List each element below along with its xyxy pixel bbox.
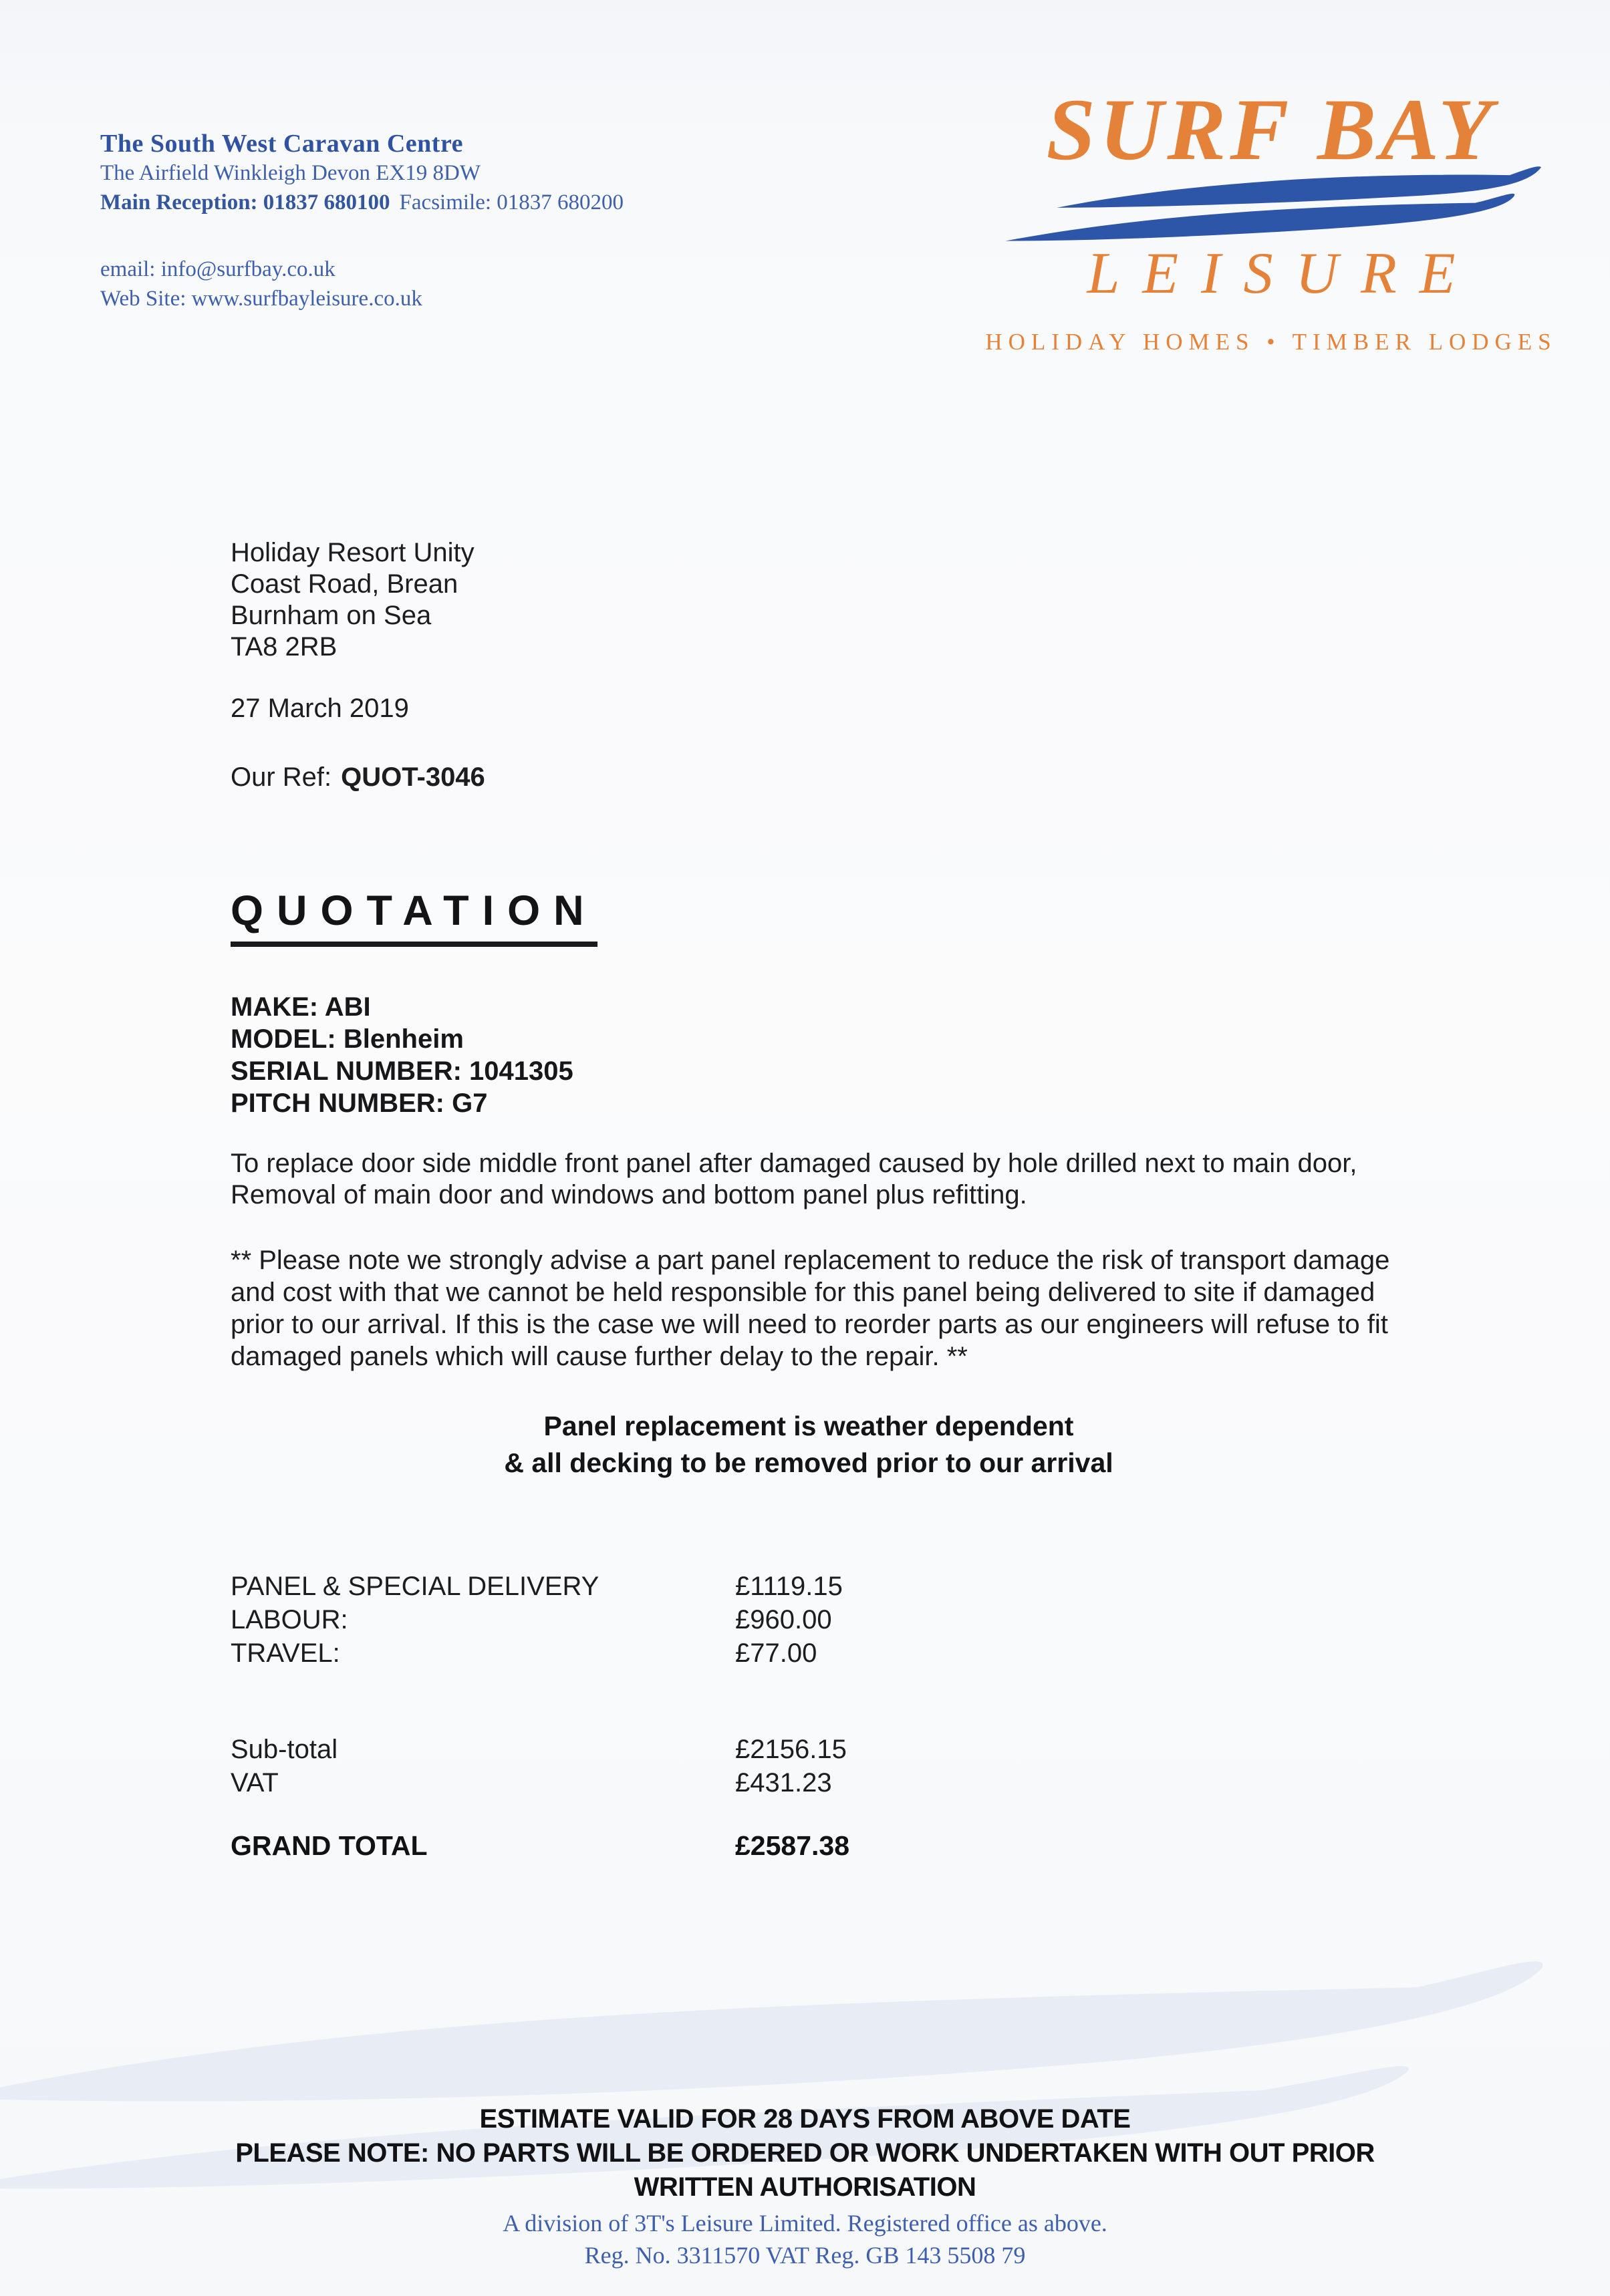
grand-total-row xyxy=(231,1829,849,1862)
weather-warning xyxy=(221,1408,1397,1481)
sender-email: email: info@surfbay.co.uk xyxy=(100,257,336,281)
sender-phone-line xyxy=(100,188,624,217)
reference-label: Our Ref: xyxy=(231,762,332,792)
caravan-details xyxy=(231,991,573,1119)
division-line: A division of 3T's Leisure Limited. Registered office as above. xyxy=(503,2210,1107,2237)
estimate-notice-line: PLEASE NOTE: NO PARTS WILL BE ORDERED OR WORK UNDERTAKEN WITH OUT PRIOR xyxy=(235,2138,1375,2168)
item-amount: £1119.15 xyxy=(735,1572,843,1601)
detail-make: MAKE: ABI xyxy=(231,992,371,1022)
work-description: To replace door side middle front panel after damaged caused by hole drilled next to main door, Removal of main door and windows and bottom panel plus refitting. xyxy=(231,1149,1357,1209)
recipient-line: Burnham on Sea xyxy=(231,601,432,630)
transport-note: ** Please note we strongly advise a part panel replacement to reduce the risk of transport damage and cost with that we cannot be held responsible for this panel being delivered to site if damaged prior to our arrival. If this is the case we will need to reorder parts as our engineers will refuse to fit damaged panels which will cause further delay to the repair. ** xyxy=(231,1246,1390,1371)
quotation-heading: QUOTATION xyxy=(231,890,597,947)
facsimile-phone: Facsimile: 01837 680200 xyxy=(399,190,624,214)
vat-amount: £431.23 xyxy=(735,1768,832,1798)
sender-website: Web Site: www.surfbayleisure.co.uk xyxy=(100,287,422,311)
recipient-line: TA8 2RB xyxy=(231,632,338,662)
item-label: PANEL & SPECIAL DELIVERY xyxy=(231,1572,599,1601)
vat-label: VAT xyxy=(231,1768,279,1798)
reference-line xyxy=(231,762,485,793)
line-items xyxy=(231,1570,843,1670)
grand-total-amount: £2587.38 xyxy=(735,1830,850,1861)
detail-serial-number: SERIAL NUMBER: 1041305 xyxy=(231,1056,573,1086)
detail-model: MODEL: Blenheim xyxy=(231,1024,464,1054)
registration-line: Reg. No. 3311570 VAT Reg. GB 143 5508 79 xyxy=(584,2242,1026,2269)
subtotal-label: Sub-total xyxy=(231,1735,338,1764)
sender-address: The Airfield Winkleigh Devon EX19 8DW xyxy=(100,161,481,185)
sender-company-name: The South West Caravan Centre xyxy=(100,130,464,158)
recipient-line: Coast Road, Brean xyxy=(231,569,458,599)
item-label: TRAVEL: xyxy=(231,1638,340,1668)
recipient-line: Holiday Resort Unity xyxy=(231,538,475,567)
sender-contact xyxy=(100,255,624,313)
surf-bay-logo xyxy=(964,80,1579,355)
subtotal-amount: £2156.15 xyxy=(735,1735,847,1764)
grand-total-label: GRAND TOTAL xyxy=(231,1830,428,1861)
letter-date: 27 March 2019 xyxy=(231,694,409,723)
company-registration xyxy=(0,2207,1610,2271)
item-amount: £77.00 xyxy=(735,1638,817,1668)
estimate-notice-line: ESTIMATE VALID FOR 28 DAYS FROM ABOVE DATE xyxy=(479,2104,1131,2134)
item-amount: £960.00 xyxy=(735,1605,832,1634)
estimate-notice xyxy=(0,2102,1610,2204)
detail-pitch-number: PITCH NUMBER: G7 xyxy=(231,1089,488,1118)
logo-tagline: HOLIDAY HOMES • TIMBER LODGES xyxy=(985,329,1557,355)
logo-title: SURF BAY xyxy=(1046,80,1496,178)
sender-header xyxy=(100,129,624,313)
logo-subtitle: LEISURE xyxy=(1087,241,1478,306)
weather-warning-line: Panel replacement is weather dependent xyxy=(543,1411,1074,1441)
estimate-notice-line: WRITTEN AUTHORISATION xyxy=(634,2172,976,2202)
recipient-address xyxy=(231,537,475,663)
reception-phone: Main Reception: 01837 680100 xyxy=(100,190,390,214)
item-label: LABOUR: xyxy=(231,1605,348,1634)
reference-value: QUOT-3046 xyxy=(341,762,485,792)
weather-warning-line: & all decking to be removed prior to our arrival xyxy=(504,1447,1113,1478)
totals xyxy=(231,1733,847,1800)
